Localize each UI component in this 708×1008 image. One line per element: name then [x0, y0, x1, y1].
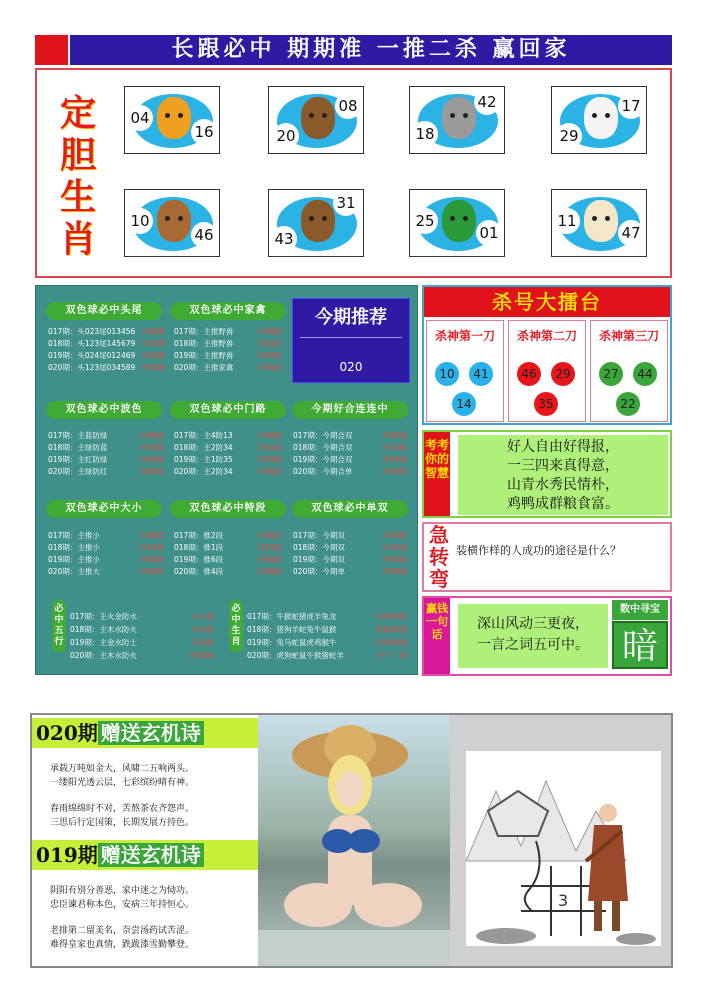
poem-line: 一缕阳光透云层，七彩缤纷晴有神。: [50, 778, 195, 788]
row-result: 开40准: [139, 531, 164, 540]
zodiac-card: [124, 189, 220, 257]
label-char: 定: [59, 92, 96, 134]
poem-text: [50, 762, 250, 830]
row-result: 开10准: [382, 543, 407, 552]
five-elements-label: 必中五行: [52, 600, 66, 652]
ox-icon: [584, 97, 618, 139]
zodiac-number: 31: [333, 190, 359, 216]
block-rows: [174, 430, 282, 478]
row-result: 开00准: [382, 467, 407, 476]
row-result: 开04准: [257, 555, 282, 564]
row-result: 开水准: [191, 625, 214, 634]
block-rows: [293, 430, 407, 478]
photo: [258, 715, 450, 966]
block-row: [174, 530, 282, 542]
row-text: 020期：推4段: [174, 567, 224, 576]
block-rows: [48, 326, 166, 374]
poem-line: 阴阳有别分善恶，家中迷之为恸功。: [50, 886, 195, 896]
number-ball: 10: [435, 362, 459, 386]
row-text: 017期：主推野兽: [174, 327, 234, 336]
block-rows: [70, 610, 214, 662]
win-line: 一言之词五可中。: [477, 637, 589, 653]
snake-icon: [442, 200, 476, 242]
block-row: [48, 430, 164, 442]
zodiac-card: [551, 189, 647, 257]
poem-line: 三思后行定国策，长期发展方持色。: [50, 818, 195, 828]
block-row: [48, 326, 166, 338]
seek-label: 数中寻宝: [612, 600, 668, 620]
block-title: 双色球必中家禽: [170, 302, 286, 320]
wisdom-line: 一三四来真得意，: [507, 458, 619, 474]
zodiac-label: [48, 92, 108, 260]
zodiac-number: 08: [335, 93, 361, 119]
row-result: 开10蓝: [139, 443, 164, 452]
illustration-image: [466, 751, 661, 946]
block-row: [174, 542, 282, 554]
row-result: 开04准: [141, 351, 166, 360]
row-text: 017期：今期双: [293, 531, 345, 540]
poem-title-text: 赠送玄机诗: [98, 843, 204, 867]
block-title: 双色球必中门路: [170, 401, 286, 419]
block-row: [247, 649, 407, 662]
block-title: 今期好合连连中: [292, 401, 408, 419]
row-text: 020期：今期单: [293, 567, 345, 576]
block-row: [293, 542, 407, 554]
eye: [322, 216, 327, 221]
row-result: 开40准: [382, 531, 407, 540]
block-rows: [48, 530, 164, 578]
row-text: 020期：主2防34: [174, 467, 233, 476]
row-text: 017期：主蓝防绿: [48, 431, 108, 440]
row-result: 开40准: [257, 327, 282, 336]
eye: [605, 113, 610, 118]
block-row: [174, 338, 282, 350]
goat-icon: [584, 200, 618, 242]
number-ball: 14: [452, 392, 476, 416]
row-text: 018期：主推野兽: [174, 339, 234, 348]
row-text: 019期：主红防绿: [48, 455, 108, 464]
block-title: 双色球必中大小: [46, 500, 162, 518]
block-rows: [174, 326, 282, 374]
win-line: 深山风动三更夜，: [477, 616, 589, 632]
row-text: 018期：今期合双: [293, 443, 353, 452]
row-result: 开40绿: [257, 431, 282, 440]
block-title: 双色球必中特段: [170, 500, 286, 518]
number-ball: 35: [534, 392, 558, 416]
block-row: [293, 554, 407, 566]
zodiac-number: 42: [474, 89, 500, 115]
illustration-canvas: [466, 751, 661, 946]
block-row: [174, 454, 282, 466]
row-text: 018期：主2防34: [174, 443, 233, 452]
row-result: 开40准: [257, 531, 282, 540]
eye: [309, 113, 314, 118]
poem-title: [32, 718, 258, 748]
row-text: 020期：虎狗蛇鼠牛猴猪蛇羊: [247, 651, 344, 660]
eye: [178, 113, 183, 118]
poem-title: [32, 840, 258, 870]
row-text: 019期：主1防35: [174, 455, 233, 464]
wisdom-text: [458, 435, 668, 515]
row-text: 018期：猪狗羊蛇兔牛鼠猴: [247, 625, 337, 634]
row-result: 开10准: [139, 543, 164, 552]
row-text: 017期：牛猴蛇猪虎羊兔龙: [247, 612, 337, 621]
row-text: 017期：推2段: [174, 531, 224, 540]
row-text: 019期：推6段: [174, 555, 224, 564]
block-rows: [247, 610, 407, 662]
monkey-icon: [157, 200, 191, 242]
tiger-icon: [157, 97, 191, 139]
divider: [300, 337, 402, 338]
zodiac-number: 01: [476, 220, 502, 246]
zodiac-number: 17: [618, 93, 644, 119]
row-result: 开00准: [139, 467, 164, 476]
recommend-title: 今期推荐: [315, 307, 387, 328]
eye: [463, 216, 468, 221]
win-text: [458, 604, 608, 668]
seek-char: 暗: [612, 621, 668, 669]
row-text: 018期：推1段: [174, 543, 224, 552]
block-row: [293, 466, 407, 478]
eye: [309, 216, 314, 221]
dog-icon: [301, 97, 335, 139]
zodiac-number: 16: [191, 119, 217, 145]
block-row: [293, 430, 407, 442]
eye: [463, 113, 468, 118]
block-row: [70, 623, 214, 636]
zodiac-number: 11: [554, 208, 580, 234]
row-text: 018期：主木水防火: [70, 625, 137, 634]
knife-title: 杀神第二刀: [516, 329, 577, 343]
row-result: 开00准: [139, 567, 164, 576]
row-result: 开火准: [191, 612, 214, 621]
wisdom-side-label: 考考你的智慧: [424, 432, 450, 516]
block-row: [48, 530, 164, 542]
row-result: 开金准: [191, 638, 214, 647]
block-title: 双色球必中头尾: [46, 302, 162, 320]
block-row: [174, 430, 282, 442]
eye: [605, 216, 610, 221]
block-title: 双色球必中波色: [46, 401, 162, 419]
row-result: 开00准: [257, 363, 282, 372]
row-text: 018期：主推小: [48, 543, 100, 552]
header-accent: [35, 35, 68, 65]
block-row: [247, 623, 407, 636]
zodiac-number: 43: [271, 226, 297, 252]
row-result: 开00准: [382, 567, 407, 576]
zodiac-number: 25: [412, 208, 438, 234]
row-result: 开00准: [257, 567, 282, 576]
row-result: 开04绿: [257, 455, 282, 464]
photo-image: [258, 715, 450, 966]
row-result: 开00准: [257, 467, 282, 476]
row-text: 017期：主推小: [48, 531, 100, 540]
block-row: [293, 530, 407, 542]
block-row: [247, 610, 407, 623]
label-char: 生: [59, 176, 96, 218]
block-rows: [48, 430, 164, 478]
zodiac-card: [268, 189, 364, 257]
eye: [450, 216, 455, 221]
row-text: 020期：主木水防火: [70, 651, 137, 660]
wisdom-line: 山青水秀民情朴，: [507, 477, 619, 493]
row-result: 开40绿: [139, 431, 164, 440]
row-text: 018期：头123尾145679: [48, 339, 136, 348]
number-ball: 41: [469, 362, 493, 386]
block-rows: [174, 530, 282, 578]
block-row: [247, 636, 407, 649]
row-text: 019期：今期双: [293, 555, 345, 564]
block-row: [48, 466, 164, 478]
rat-icon: [442, 97, 476, 139]
row-text: 019期：今期合双: [293, 455, 353, 464]
row-text: 020期：今期合单: [293, 467, 353, 476]
zodiac-six-label: 必中生肖: [229, 600, 243, 652]
block-row: [70, 636, 214, 649]
block-row: [48, 542, 164, 554]
row-result: 开10准: [257, 543, 282, 552]
block-row: [293, 454, 407, 466]
eye: [592, 113, 597, 118]
row-text: 020期：主推家禽: [174, 363, 234, 372]
row-text: 018期：主绿防蓝: [48, 443, 108, 452]
knife-title: 杀神第一刀: [434, 329, 495, 343]
row-result: 开？？准: [377, 651, 407, 660]
block-row: [70, 649, 214, 662]
teaser-side-label: 急转弯: [429, 523, 449, 591]
block-row: [48, 454, 164, 466]
row-text: 019期：主推小: [48, 555, 100, 564]
row-result: 开04准: [382, 455, 407, 464]
number-ball: 46: [517, 362, 541, 386]
row-result: 开00准: [141, 363, 166, 372]
eye: [592, 216, 597, 221]
row-text: 019期：主金水防土: [70, 638, 137, 647]
poem-line: 春雨绵绵时不对，苦熬茶农齐怨声。: [50, 804, 195, 814]
block-row: [48, 442, 164, 454]
row-result: 开10蓝: [257, 443, 282, 452]
row-result: 开40准: [141, 327, 166, 336]
block-row: [174, 466, 282, 478]
block-row: [174, 362, 282, 374]
row-result: 开04绿: [139, 455, 164, 464]
zodiac-number: 10: [127, 208, 153, 234]
zodiac-number: 46: [191, 222, 217, 248]
zodiac-card: [409, 189, 505, 257]
row-result: 开10准: [141, 339, 166, 348]
wisdom-line: 鸡鸭成群粮食富。: [507, 496, 619, 512]
row-text: 019期：主推野兽: [174, 351, 234, 360]
row-result: 开虎04准: [374, 638, 407, 647]
poem-line: 承载万吨如金大，风啸二五响两头。: [50, 764, 195, 774]
zodiac-number: 47: [618, 220, 644, 246]
zodiac-number: 29: [556, 123, 582, 149]
block-row: [174, 442, 282, 454]
row-text: 019期：头024尾012469: [48, 351, 136, 360]
number-ball: 44: [633, 362, 657, 386]
eye: [450, 113, 455, 118]
label-char: 肖: [59, 218, 96, 260]
zodiac-card: [409, 86, 505, 154]
header-title: 长跟必中 期期准 一推二杀 赢回家: [70, 35, 672, 65]
poem-period: 019期: [36, 843, 98, 867]
label-char: 胆: [59, 134, 96, 176]
zodiac-card: [551, 86, 647, 154]
row-result: 开虎40准: [374, 612, 407, 621]
recommend-number: 020: [339, 360, 363, 374]
block-row: [48, 338, 166, 350]
block-row: [174, 350, 282, 362]
poem-line: 难得皇家也真情，跌跋漆雪勤攀登。: [50, 940, 195, 950]
poem-title-text: 赠送玄机诗: [98, 721, 204, 745]
block-title: 双色球必中单双: [292, 500, 408, 518]
block-row: [48, 554, 164, 566]
poem-period: 020期: [36, 721, 98, 745]
zodiac-number: 04: [127, 105, 153, 131]
poem-line: 忠臣谏君称本色，安病三年持恒心。: [50, 900, 195, 910]
row-result: 开04准: [257, 351, 282, 360]
row-text: 020期：主推大: [48, 567, 100, 576]
row-text: 017期：主火金防水: [70, 612, 137, 621]
zodiac-card: [124, 86, 220, 154]
block-row: [293, 566, 407, 578]
knife-title: 杀神第三刀: [598, 329, 659, 343]
row-text: 020期：头123尾034589: [48, 363, 136, 372]
eye: [322, 113, 327, 118]
block-row: [293, 442, 407, 454]
svg-text:3: 3: [558, 891, 569, 910]
block-row: [48, 362, 166, 374]
win-side-label: 赢钱一句话: [424, 598, 450, 674]
teaser-question: 装横作样的人成功的途径是什么？: [456, 544, 621, 557]
zodiac-number: 18: [412, 121, 438, 147]
block-rows: [293, 530, 407, 578]
poem-line: 老排第二留美名，奈尝汤药试苦涩。: [50, 926, 195, 936]
poem-line: [50, 912, 250, 924]
row-result: 开04准: [139, 555, 164, 564]
row-text: 017期：头023尾013456: [48, 327, 136, 336]
row-result: 开猴10准: [374, 625, 407, 634]
row-text: 017期：今期合双: [293, 431, 353, 440]
block-row: [174, 566, 282, 578]
block-row: [48, 566, 164, 578]
zodiac-card: [268, 86, 364, 154]
pig-icon: [301, 200, 335, 242]
number-ball: 27: [599, 362, 623, 386]
row-result: 开04准: [382, 555, 407, 564]
block-row: [174, 326, 282, 338]
row-text: 018期：今期双: [293, 543, 345, 552]
block-row: [48, 350, 166, 362]
number-ball: 29: [551, 362, 575, 386]
row-text: 017期：主4防13: [174, 431, 233, 440]
kill-title: 杀号大擂台: [424, 287, 670, 317]
number-ball: 22: [616, 392, 640, 416]
eye: [178, 216, 183, 221]
block-row: [70, 610, 214, 623]
poem-text: [50, 884, 250, 952]
block-row: [174, 554, 282, 566]
eye: [165, 216, 170, 221]
poem-line: [50, 790, 250, 802]
wisdom-line: 好人自由好得报，: [507, 439, 619, 455]
eye: [165, 113, 170, 118]
row-text: 020期：主绿防红: [48, 467, 108, 476]
row-result: 开10准: [382, 443, 407, 452]
row-result: 开00准: [189, 651, 214, 660]
zodiac-number: 20: [273, 123, 299, 149]
row-result: 开40准: [382, 431, 407, 440]
row-text: 019期：兔马蛇鼠虎鸡猴牛: [247, 638, 337, 647]
row-result: 开10准: [257, 339, 282, 348]
